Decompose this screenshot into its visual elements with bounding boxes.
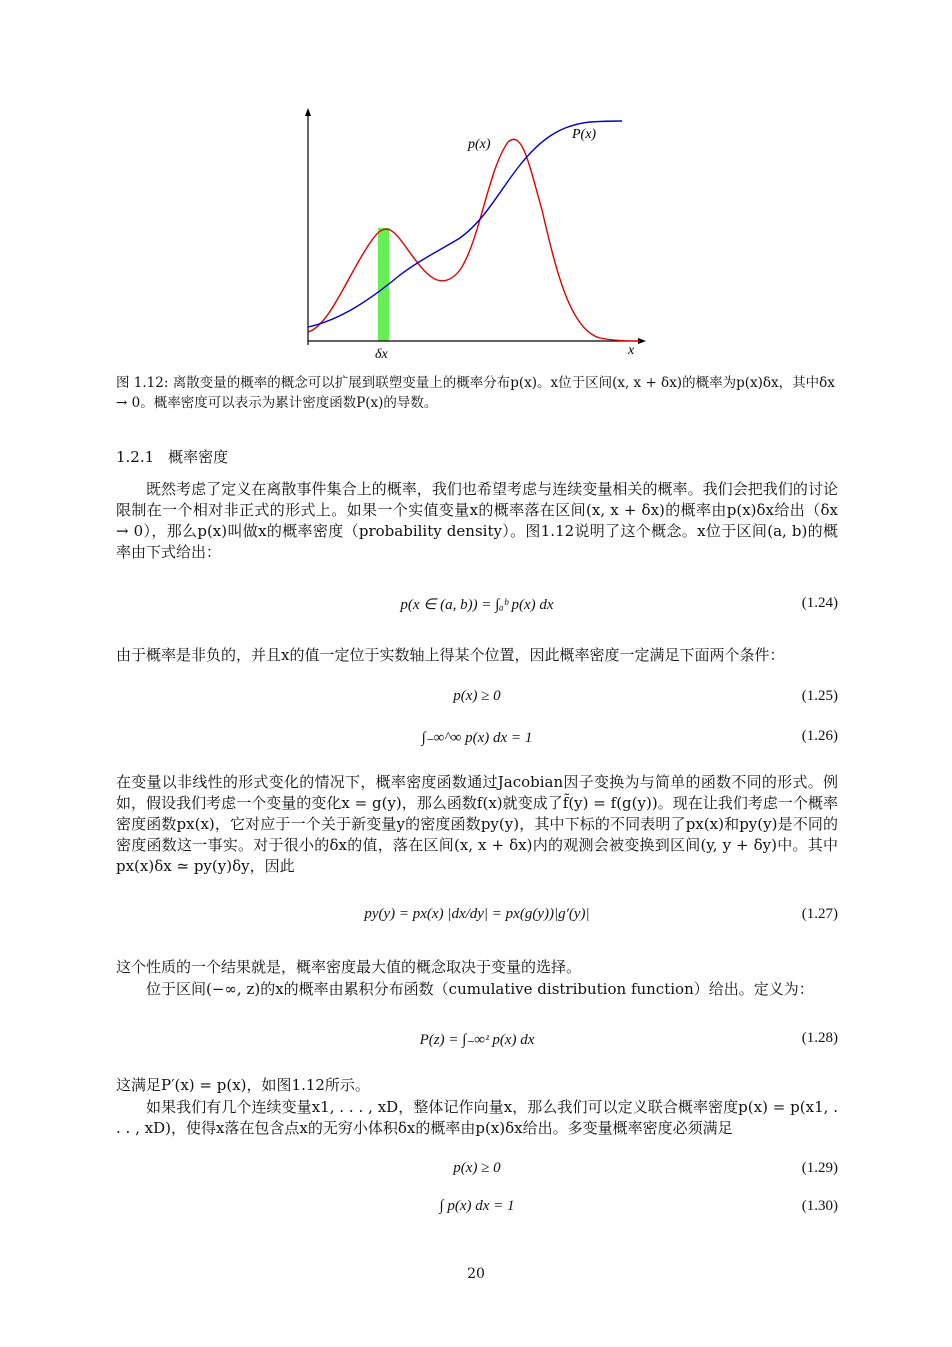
equation-number: (1.24) [801,595,838,611]
cumulative-label: P(x) [572,127,597,142]
equation-number: (1.29) [801,1160,838,1176]
paragraph-7: 如果我们有几个连续变量x1, . . . , xD，整体记作向量x，那么我们可以定义联合概率密度p(x) = p(x1, . . . , xD)，使得x落在包含点x的无穷小体积δx的概率由p(x)δx给出。多变量概率密度必须满足 [116,1098,838,1137]
x-axis-label: x [628,343,635,358]
equation-number: (1.30) [801,1198,838,1214]
section-number: 1.2.1 [116,448,155,466]
equation-body: p(x ∈ (a, b)) = ∫ₐᵇ p(x) dx [400,597,554,613]
equation-body: py(y) = px(x) |dx/dy| = px(g(y))|g′(y)| [364,906,590,922]
equation-1-24 [116,595,838,625]
paragraph-6: 这满足P′(x) = p(x)，如图1.12所示。 [116,1076,370,1094]
equation-number: (1.25) [801,688,838,704]
cumulative-curve [308,121,622,327]
equation-body: P(z) = ∫₋∞ᶻ p(x) dx [419,1032,535,1048]
equation-number: (1.28) [801,1030,838,1046]
figure-caption: 图 1.12: 离散变量的概率的概念可以扩展到联塑变量上的概率分布p(x)。x位于区间(x, x + δx)的概率为p(x)δx，其中δx → 0。概率密度可以表示为累计密度函数P(x)的导数。 [116,375,835,411]
paragraph-1: 既然考虑了定义在离散事件集合上的概率，我们也希望考虑与连续变量相关的概率。我们会把我们的讨论限制在一个相对非正式的形式上。如果一个实值变量x的概率落在区间(x, x + δx)的概率由p(x)δx给出（δx → 0），那么p(x)叫做x的概率密度（probability density）。图1.12说明了这个概念。x位于区间(a, b)的概率由下式给出： [116,480,838,561]
page-number: 20 [467,1266,485,1282]
delta-x-label: δx [375,347,388,362]
paragraph-2: 由于概率是非负的，并且x的值一定位于实数轴上得某个位置，因此概率密度一定满足下面两个条件： [116,646,785,664]
density-label: p(x) [468,137,491,152]
paragraph-3: 在变量以非线性的形式变化的情况下，概率密度函数通过Jacobian因子变换为与简单的函数不同的形式。例如，假设我们考虑一个变量的变化x = g(y)，那么函数f(x)就变成了f̃(y) = f(g(y))。现在让我们考虑一个概率密度函数px(x)，它对应于一个关于新变量y的密度函数py(y)，其中下标的不同表明了px(x)和py(y)是不同的密度函数这一事实。对于很小的δx的值，落在区间(x, x + δx)内的观测会被变换到区间(y, y + δy)中。其中px(x)δx ≃ py(y)δy，因此 [116,773,838,875]
equation-1-27 [116,906,838,936]
equation-1-25 [116,688,838,718]
equation-body: ∫₋∞^∞ p(x) dx = 1 [421,730,533,746]
y-axis-arrow-icon [305,108,311,116]
equation-number: (1.27) [801,906,838,922]
equation-body: ∫ p(x) dx = 1 [439,1198,515,1214]
density-curve [308,139,640,341]
equation-body: p(x) ≥ 0 [453,688,501,704]
equation-1-30 [116,1198,838,1228]
equation-body: p(x) ≥ 0 [453,1160,501,1176]
paragraph-5: 位于区间(−∞, z)的x的概率由累积分布函数（cumulative distribution function）给出。定义为： [146,980,814,998]
section-title [116,446,228,467]
equation-1-26 [116,728,838,758]
density-figure [290,100,660,365]
paragraph-4: 这个性质的一个结果就是，概率密度最大值的概念取决于变量的选择。 [116,958,582,976]
equation-1-28 [116,1030,838,1060]
section-title-text: 概率密度 [168,448,229,466]
equation-number: (1.26) [801,728,838,744]
equation-1-29 [116,1160,838,1190]
